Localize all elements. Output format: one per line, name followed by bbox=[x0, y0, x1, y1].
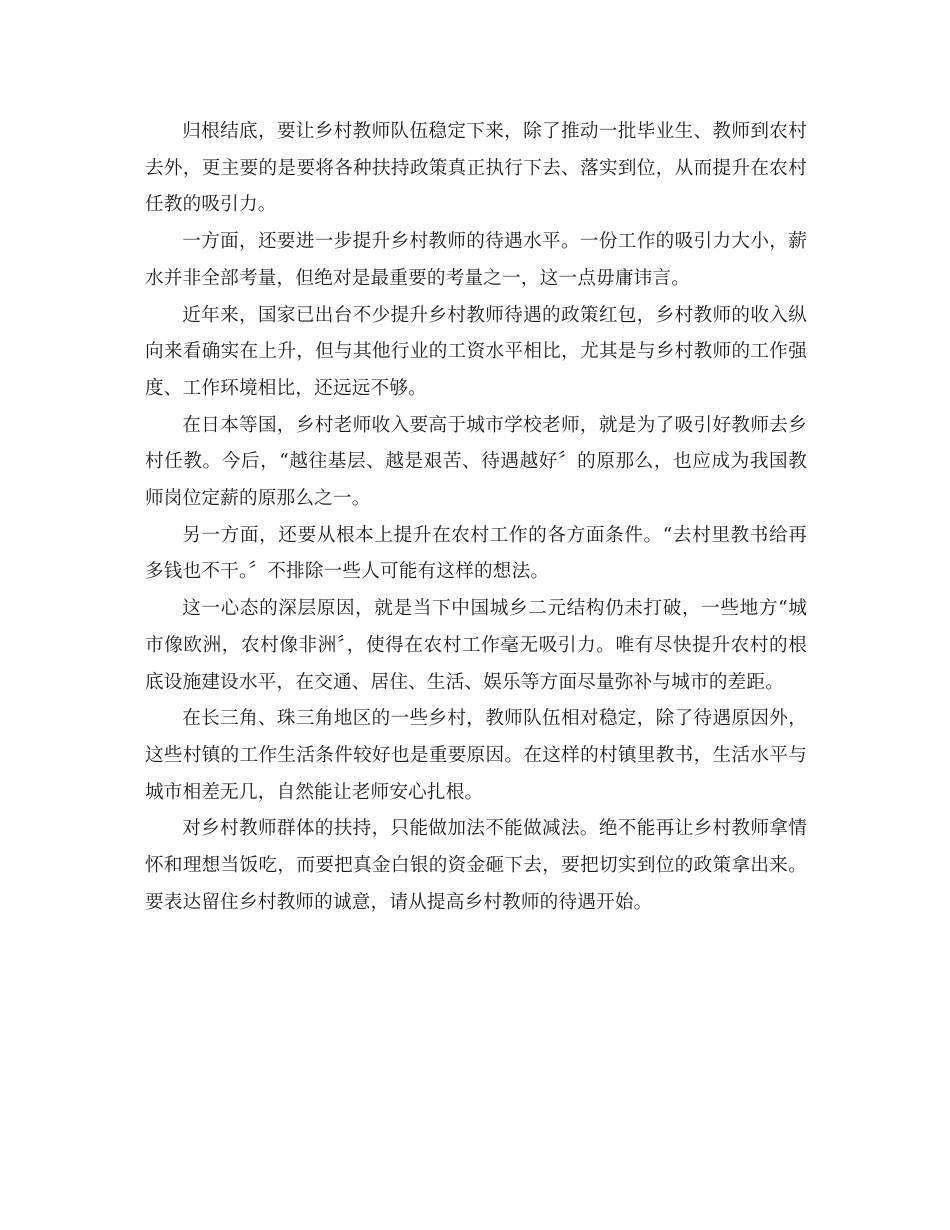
document-body bbox=[145, 114, 807, 921]
paragraph-1: 归根结底，要让乡村教师队伍稳定下来，除了推动一批毕业生、教师到农村去外，更主要的是要将各种扶持政策真正执行下去、落实到位，从而提升在农村任教的吸引力。 bbox=[145, 121, 807, 216]
paragraph-7: 在长三角、珠三角地区的一些乡村，教师队伍相对稳定，除了待遇原因外，这些村镇的工作生活条件较好也是重要原因。在这样的村镇里教书，生活水平与城市相差无几，自然能让老师安心扎根。 bbox=[145, 708, 807, 803]
paragraph-2: 一方面，还要进一步提升乡村教师的待遇水平。一份工作的吸引力大小，薪水并非全部考量，但绝对是最重要的考量之一，这一点毋庸讳言。 bbox=[145, 231, 807, 289]
paragraph-6: 这一心态的深层原因，就是当下中国城乡二元结构仍未打破，一些地方“城市像欧洲，农村像非洲〞，使得在农村工作毫无吸引力。唯有尽快提升农村的根底设施建设水平，在交通、居住、生活、娱乐等方面尽量弥补与城市的差距。 bbox=[145, 598, 807, 693]
paragraph-8: 对乡村教师群体的扶持，只能做加法不能做减法。绝不能再让乡村教师拿情怀和理想当饭吃，而要把真金白银的资金砸下去，要把切实到位的政策拿出来。要表达留住乡村教师的诚意，请从提高乡村教师的待遇开始。 bbox=[145, 818, 807, 913]
paragraph-5: 另一方面，还要从根本上提升在农村工作的各方面条件。“去村里教书给再多钱也不干。〞不排除一些人可能有这样的想法。 bbox=[145, 524, 807, 583]
paragraph-4: 在日本等国，乡村老师收入要高于城市学校老师，就是为了吸引好教师去乡村任教。今后，“越往基层、越是艰苦、待遇越好〞的原那么，也应成为我国教师岗位定薪的原那么之一。 bbox=[145, 414, 807, 510]
paragraph-3: 近年来，国家已出台不少提升乡村教师待遇的政策红包，乡村教师的收入纵向来看确实在上升，但与其他行业的工资水平相比，尤其是与乡村教师的工作强度、工作环境相比，还远远不够。 bbox=[145, 304, 807, 399]
